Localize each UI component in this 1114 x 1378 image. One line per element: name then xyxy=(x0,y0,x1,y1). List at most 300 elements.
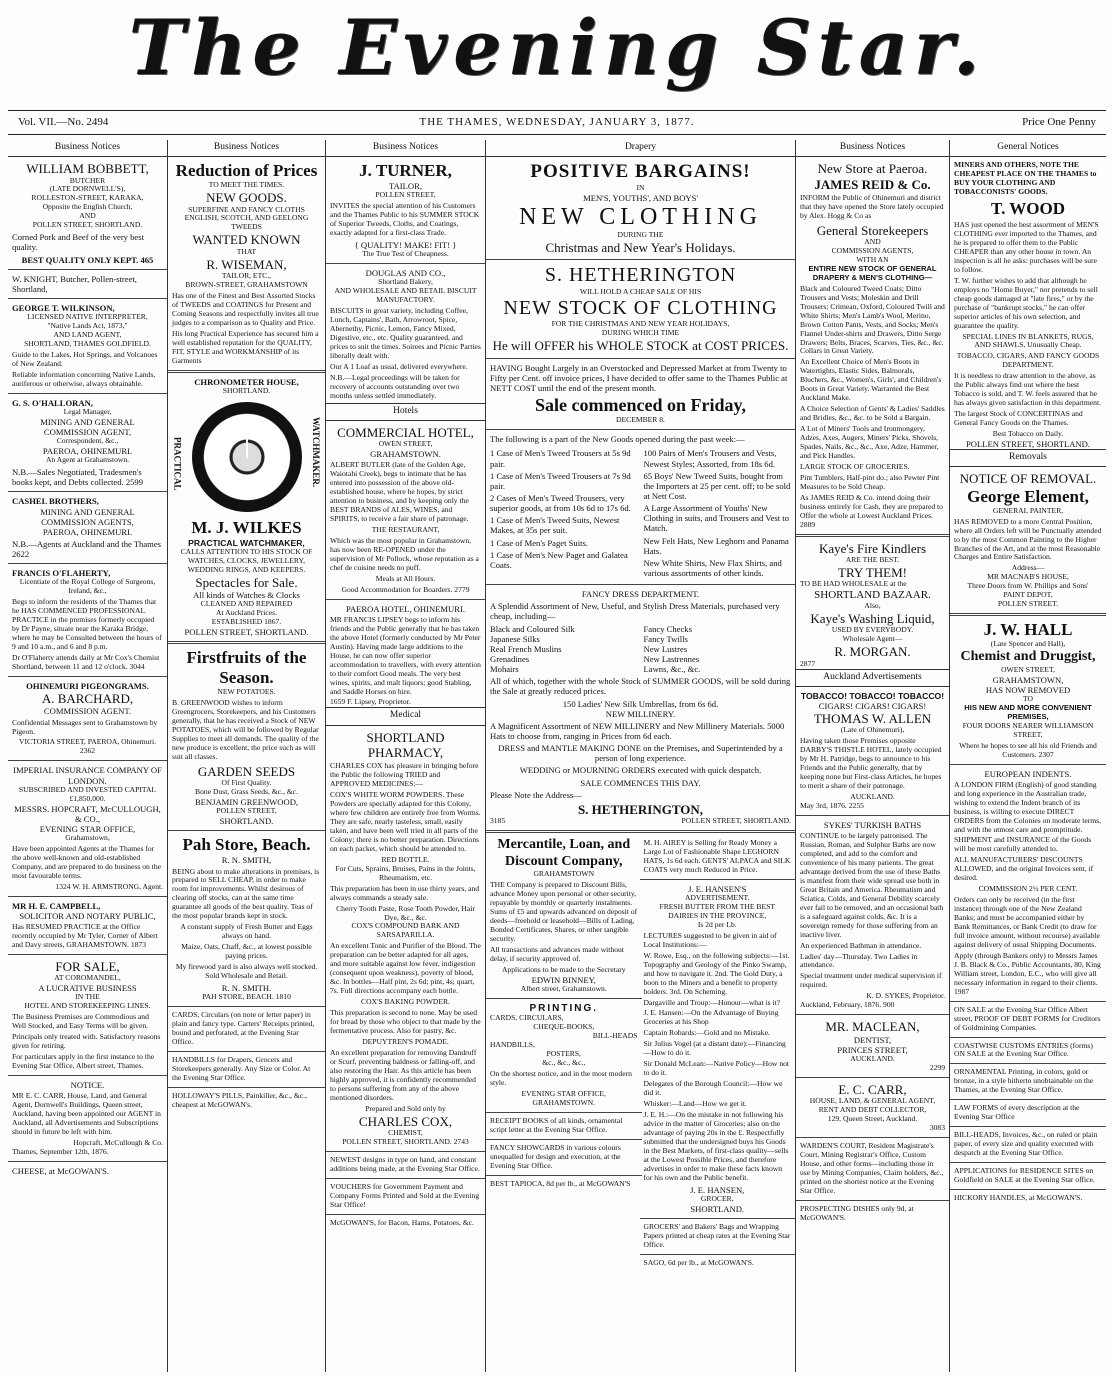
ad-line: CHEMIST, xyxy=(388,1127,423,1137)
ad-line: AT COROMANDEL, xyxy=(54,973,121,983)
ad-text: DRESS and MANTLE MAKING DONE on the Premises, and Superintended by a person of long experience. xyxy=(498,743,783,764)
divider xyxy=(950,1037,1106,1038)
ad-text: Dr O'Flaherty attends daily at Mr Cox's Chemist Shortland, between 11 and 12 o'clock. 3044 xyxy=(12,653,160,671)
ad-line: NEW POTATOES. xyxy=(217,687,276,697)
ad-title: Kaye's Fire Kindlers xyxy=(818,540,927,556)
list-item: 1 Case of Men's Tweed Trousers at 7s 9d pair. xyxy=(490,470,631,491)
section-header: Business Notices xyxy=(168,140,325,157)
ad-line: GRAHAMSTOWN, xyxy=(992,674,1064,685)
ad-name: S. HETHERINGTON xyxy=(544,264,737,287)
ad-text: Having taken those Premises opposite DARBY'S THISTLE HOTEL, lately occupied by Mr H. Patridge, begs to announce to his Friends and the Public generally, that by keeping none but First-class Articles, he hopes to merit a share of their patronage. xyxy=(800,736,942,791)
divider xyxy=(8,676,167,677)
ad-text: Sir Julius Vogel (at a distant date):—Financing—How to do it. xyxy=(643,1039,786,1058)
list-item: New Felt Hats, New Leghorn and Panama Hats. xyxy=(643,535,789,556)
ad-line: POLLEN STREET, SHORTLAND. xyxy=(966,438,1090,449)
ad-line: RED BOTTLE. xyxy=(381,854,430,864)
ad-text: Principals only treated with. Satisfactory reasons given for retiring. xyxy=(12,1032,161,1051)
divider xyxy=(950,1126,1106,1127)
ad-maclean xyxy=(800,1019,945,1073)
divider xyxy=(950,764,1106,765)
ad-text: A constant supply of Fresh Butter and Eggs always on hand. xyxy=(180,922,313,941)
ad-line: POLLEN STREET, SHORTLAND. xyxy=(32,220,143,230)
ad-line: An Agent at Grahamstown. xyxy=(45,455,130,465)
ad-line: POSTERS, xyxy=(546,1049,581,1059)
divider xyxy=(486,830,795,833)
ad-text: INFORM the Public of Ohinemuri and district that they have opened the Store lately occupied by Alex. Hogg & Co as xyxy=(800,192,944,220)
divider xyxy=(168,1051,325,1052)
ad-text: HAS just opened the best assortment of MEN'S CLOTHING ever imported to the Thames, and he is prepared to offer them to the Public CHEAPER than any other house in town. An inspection is all he asks: purchases will be sure to follow. xyxy=(954,220,1099,274)
ad-name: S. HETHERINGTON, xyxy=(577,801,704,817)
ad-line: LICENSED NATIVE INTERPRETER, xyxy=(27,312,148,322)
ad-title: PAEROA HOTEL, OHINEMURI. xyxy=(345,603,466,614)
ad-line: Kaye's Washing Liquid, xyxy=(810,611,935,627)
ad-line: PRINCES STREET, xyxy=(837,1044,908,1055)
ad-line: Hopcraft, McCullough & Co. xyxy=(73,1137,163,1147)
ad-text: Reliable information concerning Native Lands, auriferous or otherwise, always obtainable. xyxy=(12,369,156,388)
ad-line: Opposite the English Church, xyxy=(42,202,133,212)
divider xyxy=(950,1162,1106,1163)
ad-line: Albert street, Grahamstown. xyxy=(520,983,607,993)
ad-title: WILLIAM BOBBETT, xyxy=(26,161,149,177)
list-item: Fancy Twills xyxy=(643,633,688,644)
ad-text: Black and Coloured Tweed Coats; Ditto Trousers and Vests; Moleskin and Drill Trousers; Crimean, Oxford, Coloured Twill and White Shirts; Men's Lamb's Wool, Merino, Brown Cotton Pants, Vests, and Socks; Men's Flannel Under-shirts and Drawers, Ditto Serge Drawers; Belts, Braces, Scarves, Ties, &c., &c. Collars in Great Variety. xyxy=(800,283,945,356)
ad-line: FANCY DRESS DEPARTMENT. xyxy=(581,589,700,600)
ad-line: Chemist and Druggist, xyxy=(960,649,1096,665)
ad-title: POSITIVE BARGAINS! xyxy=(530,161,751,183)
ad-holloway: HOLLOWAY'S PILLS, Painkiller, &c., &c., cheapest at McGOWAN's. xyxy=(172,1090,307,1109)
section-header: Removals xyxy=(950,449,1106,467)
ad-text: SHIPMENT and INSURANCE of the Goods will be most carefully attended to. xyxy=(954,835,1092,854)
ad-line: NEW GOODS. xyxy=(206,190,287,206)
dress-list xyxy=(490,624,791,675)
ad-ornamental: ORNAMENTAL Printing, in colors, gold or bronze, in a style hitherto unobtainable on the Thames, at the Evening Star Office. xyxy=(954,1067,1094,1095)
ad-text: The following is a part of the New Goods opened during the past week:— xyxy=(490,434,745,445)
divider xyxy=(486,259,795,260)
ad-line: IN THE xyxy=(75,992,100,1002)
list-item: A Large Assortment of Youths' New Clothing in suits, and Trousers and Vest to Match. xyxy=(643,503,789,534)
ad-text: J. E. Hansen:—On the Advantage of Buying Groceries at his Shop xyxy=(643,1008,779,1027)
ad-name: THOMAS W. ALLEN xyxy=(813,711,932,727)
ad-line: CLEANED AND REPAIRED xyxy=(200,599,293,609)
masthead xyxy=(0,4,1114,92)
ad-line: (Late of Ohinemuri), xyxy=(840,725,905,735)
ad-line: Of First Quality. xyxy=(221,778,272,788)
ad-line: PAEROA, OHINEMURI. xyxy=(42,526,133,537)
divider xyxy=(950,1063,1106,1064)
ad-newest: NEWEST designs in type on hand, and constant additions being made, at the Evening Star Office. xyxy=(330,1154,480,1173)
divider xyxy=(486,429,795,430)
ad-line: DAIRIES IN THE PROVINCE, xyxy=(668,910,767,920)
ad-wood xyxy=(954,161,1102,449)
ad-paeroa-hotel xyxy=(330,604,481,708)
ad-line: POLLEN STREET, SHORTLAND. xyxy=(184,627,309,637)
ad-line: 1659 F. Lipsey, Proprietor. xyxy=(330,697,411,707)
ad-line: Also, xyxy=(864,601,881,611)
ad-text: An Excellent Choice of Men's Boots in Watertights, Elastic Sides, Balmorals, Bluchers, &c., Women's, Girls', and Children's Boots in Great Variety. Warranted the Best Auckland Make. xyxy=(800,357,942,403)
divider xyxy=(8,563,167,564)
ad-text: N.B.—Legal proceedings will be taken for recovery of accounts outstanding over two months unless settled immediately. xyxy=(330,372,460,400)
ad-line: MR MACNAB'S HOUSE, xyxy=(987,572,1069,582)
ad-line: POLLEN STREET, xyxy=(375,190,436,200)
ad-line: CIGARS! CIGARS! CIGARS! xyxy=(818,700,927,711)
ad-cashel xyxy=(12,496,163,559)
divider xyxy=(168,370,325,373)
ad-text: T. W. further wishes to add that although he employs no "Home Buyer," nor pretends to sell cheap goods damaged at "late fires," or by the purchase of "bankrupt stocks," he can offer superior articles of his own selection, and guarantee the quality. xyxy=(954,275,1098,330)
ad-line: GROCER, xyxy=(700,1193,734,1203)
list-item: Fancy Checks xyxy=(643,623,692,634)
divider xyxy=(486,1112,642,1113)
divider xyxy=(796,1200,949,1201)
ad-line: Christmas and New Year's Holidays. xyxy=(545,239,736,255)
divider xyxy=(486,998,642,999)
ad-line: SOLICITOR AND NOTARY PUBLIC, xyxy=(19,910,156,921)
ad-line: Sale commenced on Friday, xyxy=(535,395,746,416)
ad-line: FRESH BUTTER FROM THE BEST xyxy=(659,901,775,911)
ad-title: IMPERIAL INSURANCE COMPANY OF LONDON. xyxy=(13,765,162,786)
list-item: 1 Case of Men's Tweed Suits, Newest Makes, at 35s per suit. xyxy=(490,515,620,536)
price: Price One Penny xyxy=(1022,116,1096,128)
ad-line: THE RESTAURANT, xyxy=(371,525,440,535)
ad-line: CALLS ATTENTION TO HIS STOCK OF xyxy=(180,546,313,556)
ad-text: Has one of the Finest and Best Assorted Stocks of TWEEDS and COATINGS for Present and Coming Seasons and respectfully invites all true judges to a comparison as to Quality and Price. xyxy=(172,290,319,327)
ad-title: GEORGE T. WILKINSON, xyxy=(12,302,115,313)
ad-line: Wholesale Agent— xyxy=(842,634,903,644)
ad-line: ARE THE BEST. xyxy=(845,554,900,564)
ad-notice xyxy=(12,1080,163,1157)
section-header: Hotels xyxy=(326,403,485,421)
ad-line: CHEQUE-BOOKS, xyxy=(533,1022,595,1032)
section-header: Business Notices xyxy=(8,140,167,157)
ad-line: HIS NEW AND MORE CONVENIENT PREMISES, xyxy=(964,702,1092,721)
ad-text: Whisker:—Land—How we get it. xyxy=(643,1099,747,1109)
ad-line: ADVERTISEMENT. xyxy=(684,893,750,903)
ad-text: N.B.—Sales Negotiated, Tradesmen's books kept, and Debts collected. 2599 xyxy=(12,467,144,488)
list-item: New White Shirts, New Flax Shirts, and various assortments of other kinds. xyxy=(643,557,782,578)
ad-name: T. WOOD xyxy=(991,199,1065,219)
ad-text: Confidential Messages sent to Grahamstown by Pigeon. xyxy=(12,717,158,736)
ad-text: A LONDON FIRM (English) of good standing and long experience in the Australian trade, wishing to extend the Indent branch of its business, is willing to execute DIRECT ORDERS from the Colonies on moderate terms, and with the utmost care and promptitude. xyxy=(954,779,1102,834)
ad-text: J. E. H.:—On the mistake in not following his advice in the matter of Groceries; also on the advantage of paying 20s in the £. Respectfully submitted that the undersigned buys his Goods in the Best Markets, of first-class quality—sells at the Lowest Possible Prices, and therefore advertises in order to make these facts known for his own and the Public benefit. xyxy=(643,1109,789,1182)
ad-line: HAS NOW REMOVED xyxy=(985,684,1071,695)
ad-hetherington xyxy=(490,161,791,826)
ad-line: USED BY EVERYBODY. xyxy=(831,625,914,635)
ad-pahstore xyxy=(172,835,321,1002)
ad-text: ALL MANUFACTURERS' DISCOUNTS ALLOWED, and the original Invoices sent, if desired. xyxy=(954,855,1094,883)
ad-line: EVENING STAR OFFICE, xyxy=(521,1089,606,1099)
ad-line: NEW CLOTHING xyxy=(519,203,762,230)
divider xyxy=(326,1151,485,1152)
ad-line: COMMISSION AGENT. xyxy=(43,706,132,717)
ad-line: SHORTLAND BAZAAR. xyxy=(814,589,931,602)
ad-text: A Choice Selection of Gents' & Ladies' Saddles and Bridles, &c., &c. to be Sold a Bargain. xyxy=(800,404,945,423)
ad-text: All transactions and advances made without delay, if security approved of. xyxy=(490,944,624,963)
divider xyxy=(486,358,795,359)
ad-line: Shortland Bakery, xyxy=(378,277,433,287)
ad-line: Legal Manager, xyxy=(63,406,112,416)
ad-coastwise: COASTWISE CUSTOMS ENTRIES (forms) ON SALE at the Evening Star Office. xyxy=(954,1040,1093,1059)
divider xyxy=(8,896,167,897)
ad-text: ALBERT BUTLER (late of the Golden Age, Waiotahi Creek), begs to intimate that he has entered into possession of the above old-established house, where he hopes, by strict attention to business, and by keeping only the BEST BRANDS of ALES, WINES, and SPIRITS, to receive a fair share of patronage. xyxy=(330,460,469,524)
ad-line: R. WISEMAN, xyxy=(206,256,287,272)
ad-line: 1324 W. H. ARMSTRONG, Agent. xyxy=(55,881,163,891)
ad-line: SHORTLAND. xyxy=(222,385,271,395)
divider xyxy=(796,534,949,537)
ad-title: CASHEL BROTHERS, xyxy=(12,496,99,507)
ad-title: SHORTLAND PHARMACY, xyxy=(366,729,445,760)
ad-line: J. E. HANSEN, xyxy=(690,1184,745,1195)
ad-chronometer xyxy=(172,377,321,638)
ad-line: DEPUYTREN'S POMADE. xyxy=(362,1036,449,1046)
ad-line: COMMISSION 2½ PER CENT. xyxy=(978,884,1078,894)
ad-title: Pah Store, Beach. xyxy=(182,835,311,855)
ad-text: COX'S WHITE WORM POWDERS. These Powders are specially adapted for this Colony, where few children are entirely free from Worms. They are safe, nearly tasteless, small, easily taken, and have been well tried in all parts of the Colony; there is no better preparation. Directions on each packet, which should be attended to. xyxy=(330,790,481,853)
ad-text: Pint Tumblers, Half-pint do.; also Pewter Pint Measures to be Sold Cheap. xyxy=(800,472,940,491)
divider xyxy=(796,815,949,816)
list-item: 2 Cases of Men's Tweed Trousers, very superior goods, at from 10s 6d to 17s 6d. xyxy=(490,492,631,514)
section-header: General Notices xyxy=(950,140,1106,157)
ad-text: Corned Pork and Beef of the very best quality. xyxy=(12,232,144,253)
ad-cards: CARDS, Circulars (on note or letter paper) in plain and fancy type. Carters' Receipts printed, bound and perforated, at the Evening Star Office. xyxy=(172,1010,315,1046)
ad-text: It is needless to draw attention to the above, as the Public always find out where the best Tobacco is sold, and T. W. feels assured that he has always given satisfaction in this department. xyxy=(954,371,1101,408)
ad-cheese: CHEESE, at McGOWAN'S. xyxy=(12,1165,110,1176)
divider xyxy=(796,1014,949,1015)
ad-carr xyxy=(800,1082,945,1133)
bottom-right xyxy=(644,837,792,1270)
masthead-title: The Evening Star. xyxy=(128,3,986,92)
ad-line: Auckland, February, 1876. 900 xyxy=(800,1000,895,1010)
ad-title: J. W. HALL xyxy=(983,620,1073,640)
ad-line: GENERAL PAINTER, xyxy=(992,505,1064,515)
ad-title: A. BARCHARD, xyxy=(41,691,134,707)
ad-title: MR. MACLEAN, xyxy=(825,1019,920,1035)
ad-line: Meals at All Hours. xyxy=(375,573,436,583)
ad-line: DURING THE xyxy=(617,230,664,240)
volume-number: Vol. VII.—No. 2494 xyxy=(18,116,109,128)
ad-line: SHORTLAND. xyxy=(219,816,274,827)
ad-showcards: FANCY SHOWCARDS in various colours unequalled for design and execution, at the Evening Star Office. xyxy=(490,1142,621,1170)
ad-text: Good Accommodation for Boarders. 2779 xyxy=(341,584,470,594)
ad-line: Is 2d per Lb. xyxy=(697,919,737,929)
ad-line: VICTORIA STREET, PAEROA, Ohinemuri. 2362 xyxy=(19,737,156,756)
ad-campbell xyxy=(12,901,163,950)
ad-prospecting: PROSPECTING DISHES only 9d, at McGOWAN'S. xyxy=(800,1203,914,1222)
ad-line: HOUSE, LAND, & GENERAL AGENT, xyxy=(809,1096,936,1106)
ad-line: A LUCRATIVE BUSINESS xyxy=(38,983,137,994)
ad-text: BEING about to make alterations in premises, is prepared to SELL CHEAP, in order to make room for improvements. Whilst desirous of clearing off stocks, can at the same time guarantee all goods of the best quality. Teas of the most popular brands kept in stock. xyxy=(172,866,320,921)
ad-line: K. D. SYKES, Proprietor. xyxy=(866,991,945,1001)
ad-text: For particulars apply in the first instance to the Evening Star Office, Albert street, Thames. xyxy=(12,1051,155,1070)
ad-vouchers: VOUCHERS for Government Payment and Company Forms Printed and Sold at the Evening Star Office! xyxy=(330,1181,480,1209)
divider xyxy=(950,1189,1106,1190)
ad-text: WEDDING or MOURNING ORDERS executed with quick despatch. xyxy=(519,765,762,776)
ad-line: AND xyxy=(79,211,96,221)
place-date: THE THAMES, WEDNESDAY, JANUARY 3, 1877. xyxy=(419,116,695,128)
divider xyxy=(8,954,167,955)
dateline xyxy=(8,116,1106,134)
ad-ohalloran xyxy=(12,398,163,488)
ad-line: GRAHAMSTOWN. xyxy=(370,449,441,460)
ad-onsale: ON SALE at the Evening Star Office Albert street, PROOF OF DEBT FORMS for Creditors of Goldmining Companies. xyxy=(954,1004,1101,1032)
column-5 xyxy=(796,140,950,1372)
ad-line: { QUALITY! MAKE! FIT! } xyxy=(354,240,457,251)
ad-line: (Late Spencer and Hall), xyxy=(990,639,1066,649)
ad-firstfruits xyxy=(172,648,321,826)
divider xyxy=(486,1139,642,1140)
ad-forsale xyxy=(12,959,163,1071)
ad-line: POLLEN STREET, SHORTLAND. xyxy=(681,816,791,826)
ad-text: B. GREENWOOD wishes to inform Greengrocers, Storekeepers, and his Customers generally, that he has received a Stock of NEW POTATOES, which will be followed by Regular Supplies to meet all demands. The quality of the new produce is excellent, the price such as will suit all classes. xyxy=(172,698,319,761)
ad-title: Firstfruits of the Season. xyxy=(186,648,307,688)
ad-line: BROWN-STREET, GRAHAMSTOWN xyxy=(185,279,308,289)
divider xyxy=(950,1099,1106,1100)
ad-line: 2877 xyxy=(800,658,816,668)
ad-line: IN xyxy=(636,182,645,192)
ad-line: Applications to be made to the Secretary xyxy=(501,964,626,974)
list-item: 65 Boys' New Tweed Suits, bought from the Importers at 25 per cent. off; to be sold at Nett Cost. xyxy=(643,470,791,501)
ad-line: AND WHOLESALE AND RETAIL BISCUIT MANUFACTORY. xyxy=(334,286,477,305)
divider xyxy=(796,1137,949,1138)
dateline-rule xyxy=(8,134,1106,135)
divider xyxy=(168,830,325,831)
ad-title: COMMERCIAL HOTEL, xyxy=(337,424,474,440)
ad-line: ENGLISH, SCOTCH, AND GEELONG TWEEDS xyxy=(184,213,309,232)
divider xyxy=(8,491,167,492)
ad-douglas xyxy=(330,268,481,401)
ad-title: Reduction of Prices xyxy=(175,161,318,181)
ad-text: An excellent Tonic and Purifier of the Blood. The preparation can be better adapted for all ages, and more suitable against low fever, indigestion (consequent upon weakness), poverty of blood, &c. In bottles—Half pint, 2s 6d; pint, 4s; quart, 7s. Full directions accompany each bottle. xyxy=(330,941,481,996)
ad-text: The largest Stock of CONCERTINAS and General Fancy Goods on the Thames. xyxy=(954,409,1083,428)
ad-text: Guide to the Lakes, Hot Springs, and Volcanoes of New Zealand. xyxy=(12,349,158,368)
ad-text: MR FRANCIS LIPSEY begs to inform his friends and the Public generally that he has taken the above Hotel (formerly conducted by Mr Peter Austin). Having made large additions to the House, he can now offer superior accommodation to travellers, with every attention to their comfort Good meals. The very best wines, spirits, and malt liquors; good Stabling, and Saddle Horses on hire. xyxy=(330,614,481,696)
ad-line: SHORTLAND, THAMES GOLDFIELD. xyxy=(24,338,151,348)
ad-text: Orders can only be received (in the first instance) through one of the New Zealand Banks; and must be accompanied either by Bank Remittances, or Bank Credit (to draw for full invoice amount, without recourse) available against delivery of usual Shipping Documents. xyxy=(954,895,1100,949)
ad-text: SPECIAL LINES IN BLANKETS, RUGS, AND SHAWLS, Unusually Cheap. xyxy=(962,331,1094,350)
ad-line: WATCHMAKER. xyxy=(311,416,321,487)
ad-line: He will OFFER his WHOLE STOCK at COST PRICES. xyxy=(492,338,789,354)
ad-title: MR H. E. CAMPBELL, xyxy=(12,900,101,911)
ad-text: All of which, together with the whole Stock of SUMMER GOODS, will be sold during the Sale at greatly reduced prices. xyxy=(490,676,791,697)
section-header: Business Notices xyxy=(326,140,485,157)
ad-line: AUCKLAND. xyxy=(850,1053,895,1063)
ad-line: GRAHAMSTOWN. xyxy=(532,1098,595,1108)
ad-line: Prepared and Sold only by xyxy=(365,1103,446,1113)
list-left xyxy=(490,624,638,675)
column-4 xyxy=(486,140,796,1372)
ad-line: RENT AND DEBT COLLECTOR, xyxy=(818,1105,927,1115)
ad-title: New Store at Paeroa. xyxy=(817,161,928,177)
divider xyxy=(168,1006,325,1007)
ad-tobacco xyxy=(800,691,945,811)
ad-line: TRY THEM! xyxy=(838,564,907,580)
ad-paeroa-store xyxy=(800,161,945,529)
ad-applications: APPLICATIONS for RESIDENCE SITES on Goldfield on SALE at the Evening Star office. xyxy=(954,1166,1095,1185)
ad-text: Dargaville and Troup:—Honour—what is it? xyxy=(643,997,781,1007)
ad-title: E. C. CARR, xyxy=(838,1081,907,1097)
ad-line: Grahamstown, xyxy=(65,832,110,842)
ad-line: Three Doors from W. Phillips and Sons' xyxy=(967,581,1089,591)
divider xyxy=(796,1077,949,1078)
column-2 xyxy=(168,140,326,1372)
ad-handbills: HANDBILLS for Drapers, Grocers and Storekeepers generally. Any Size or Color. At the Evening Star Office. xyxy=(172,1054,311,1082)
ad-line: NEW MILLINERY. xyxy=(605,708,676,719)
ad-line: PAEROA, OHINEMURI. xyxy=(42,446,133,457)
ad-text: The Business Premises are Commodious and Well Stocked, and Easy Terms will be given. xyxy=(12,1012,149,1031)
ad-barchard xyxy=(12,691,163,756)
ad-text: Ladies' day—Thursday. Two Ladies in attendance. xyxy=(800,951,918,970)
divider xyxy=(168,1087,325,1088)
ad-line: OWEN STREET, xyxy=(378,439,433,449)
list-right xyxy=(644,446,792,580)
ad-line: NEW STOCK OF CLOTHING xyxy=(503,296,778,319)
ad-line: TO xyxy=(1023,693,1033,703)
ad-line: AUCKLAND. xyxy=(850,792,895,802)
ad-text: On the shortest notice, and in the most modern style. xyxy=(490,1069,632,1088)
ad-tapioca: BEST TAPIOCA, 8d per lb., at McGOWAN'S xyxy=(490,1178,631,1188)
divider xyxy=(326,263,485,264)
ad-title: NOTICE OF REMOVAL. xyxy=(959,471,1097,487)
ad-line: FOUR DOORS NEARER WILLIAMSON STREET, xyxy=(962,720,1094,739)
ad-line: R. N. SMITH. xyxy=(221,982,272,993)
ad-shortland-pharmacy xyxy=(330,730,481,1147)
list-item: 1 Case of Men's Tweed Trousers at 5s 9d pair. xyxy=(490,448,631,469)
ad-text: Captain Robards:—Gold and no Mistake. xyxy=(643,1028,770,1038)
ad-line: &c., &c., &c., xyxy=(542,1058,586,1068)
ad-line: COMMISSION AGENTS, xyxy=(831,246,914,255)
ad-removal xyxy=(954,471,1102,609)
ad-text: Our A 1 Loaf as usual, delivered everywhere. xyxy=(330,361,468,371)
ad-warden: WARDEN'S COURT, Resident Magistrate's Court, Mining Registrar's Office, Custom House, and other forms—including those in use by Mining Companies, Claim holders, &c., printed on the shortest notice at the Evening Star Office. xyxy=(800,1140,944,1195)
address-row xyxy=(490,817,791,826)
ad-line: "Native Lands Act, 1873," xyxy=(47,321,128,331)
ad-title: CHRONOMETER HOUSE, xyxy=(194,376,299,387)
ad-line: AND xyxy=(864,237,881,247)
ad-line: PAINT DEPOT, xyxy=(1003,590,1053,600)
list-item: Grenadines xyxy=(490,653,530,664)
ad-line: R. MORGAN. xyxy=(834,644,911,660)
divider xyxy=(326,1178,485,1179)
ad-text: W. Rowe, Esq., on the following subjects:—1st. Topography and Geology of the Pinko Swamp, and how to navigate it. 2nd. The Gold Duty, a boon to the Miners and a benefit to property holders. 3rd. On Scheming. xyxy=(643,950,790,996)
ad-line: All kinds of Watches & Clocks xyxy=(193,590,300,600)
ad-line: 129, Queen Street, Auckland. xyxy=(827,1113,918,1123)
ad-hickory: HICKORY HANDLES, at McGOWAN'S. xyxy=(954,1192,1083,1202)
ad-line: SHORTLAND. xyxy=(690,1203,745,1214)
ad-line: CARDS, CIRCULARS, xyxy=(490,1013,564,1023)
ad-line: May 3rd, 1876. 2255 xyxy=(800,801,864,811)
ad-line: HOTEL AND STOREKEEPING LINES. xyxy=(24,1001,151,1011)
ad-number: 3185 xyxy=(490,816,506,826)
ad-line: PAH STORE, BEACH. 1810 xyxy=(202,992,291,1002)
divider xyxy=(8,393,167,394)
ad-line: DURING WHICH TIME xyxy=(601,328,680,338)
ad-title: Mercantile, Loan, and Discount Company, xyxy=(497,837,631,869)
ad-text: Please Note the Address— xyxy=(490,789,582,800)
ad-text: This preparation has been in use thirty years, and always commands a steady sale. xyxy=(330,883,480,902)
ad-line: (LATE DORNWELL'S), xyxy=(49,184,126,194)
ad-line: R. N. SMITH, xyxy=(221,855,272,866)
bottom-split xyxy=(490,837,791,1270)
ad-sykes xyxy=(800,820,945,1010)
ad-title: PRINTING. xyxy=(529,1002,599,1014)
ad-line: ROLLESTON-STREET, KARAKA, xyxy=(31,193,144,203)
divider xyxy=(8,269,167,270)
ad-line: THAT xyxy=(236,246,257,256)
ad-commercial xyxy=(330,425,481,595)
list-item: New Lastrennes xyxy=(643,653,700,664)
ad-line: TO MEET THE TIMES. xyxy=(208,180,285,190)
ad-name: M. J. WILKES xyxy=(191,517,302,537)
ad-text: HAVING Bought Largely in an Overstocked and Depressed Market at from Twenty to Fifty per Cent. off invoice prices, I have decided to offer same to the Thames Public at NETT COST until the end of the present month. xyxy=(490,362,788,393)
ad-kindlers xyxy=(800,541,945,669)
